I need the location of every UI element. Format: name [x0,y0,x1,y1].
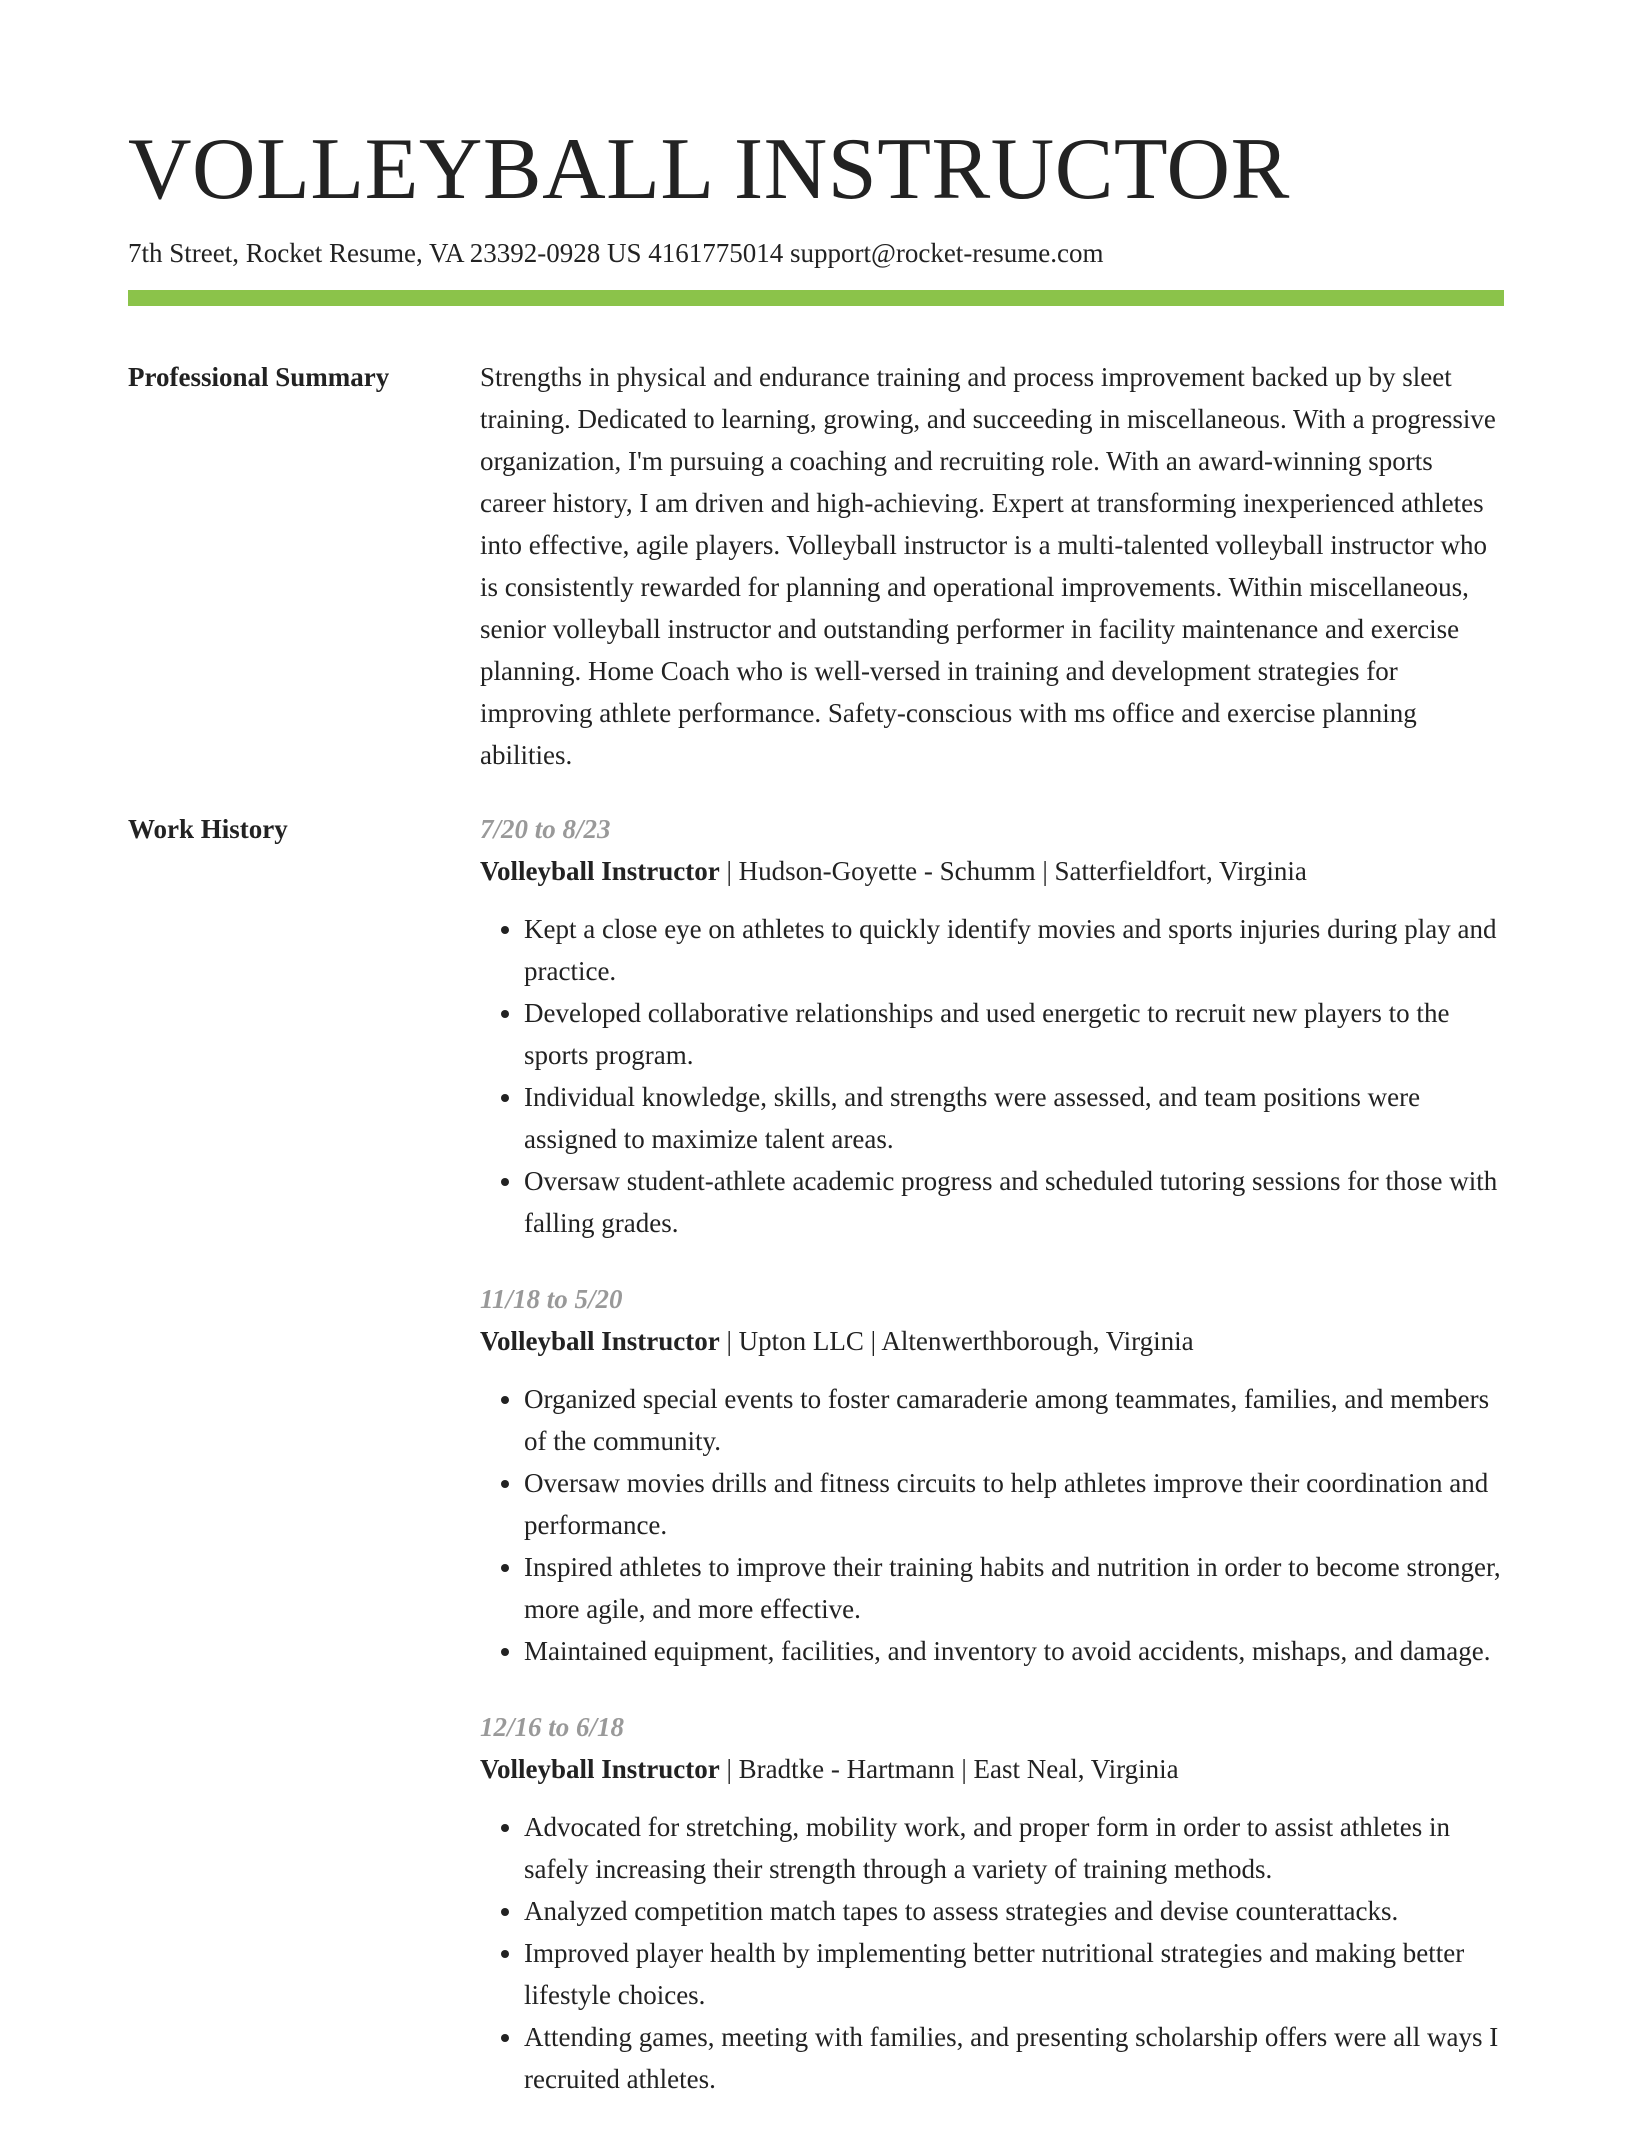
job-bullet: • Organized special events to foster camaraderie among teammates, families, and members of the community. [524,1378,1504,1462]
job-entry [480,1706,1504,2100]
job-heading [480,1320,1504,1362]
job-dates: 12/16 to 6/18 [480,1712,625,1742]
job-bullet: • Inspired athletes to improve their training habits and nutrition in order to become stronger, more agile, and more effective. [524,1546,1504,1630]
section-label-work-history: Work History [128,814,288,844]
job-bullet: • Oversaw student-athlete academic progress and scheduled tutoring sessions for those with falling grades. [524,1160,1504,1244]
job-title: Volleyball Instructor [480,1326,720,1356]
professional-summary-section [128,356,1504,776]
job-bullet: • Improved player health by implementing better nutritional strategies and making better lifestyle choices. [524,1932,1504,2016]
job-heading [480,850,1504,892]
job-bullet: • Maintained equipment, facilities, and inventory to avoid accidents, mishaps, and damage. [524,1630,1504,1672]
job-bullet: • Attending games, meeting with families, and presenting scholarship offers were all ways I recruited athletes. [524,2016,1504,2100]
job-bullet: • Kept a close eye on athletes to quickly identify movies and sports injuries during play and practice. [524,908,1504,992]
job-bullet-list [480,1378,1504,1672]
job-bullet: • Individual knowledge, skills, and strengths were assessed, and team positions were assigned to maximize talent areas. [524,1076,1504,1160]
work-history-section [128,808,1504,2134]
job-title: Volleyball Instructor [480,856,720,886]
job-entry [480,1278,1504,1672]
section-label-summary: Professional Summary [128,362,390,392]
summary-text: Strengths in physical and endurance training and process improvement backed up by sleet training. Dedicated to learning, growing, and succeeding in miscellaneous. With a progressive organization, I'm pursuing a coaching and recruiting role. With an award-winning sports career history, I am driven and high-achieving. Expert at transforming inexperienced athletes into effective, agile players. Volleyball instructor is a multi-talented volleyball instructor who is consistently rewarded for planning and operational improvements. Within miscellaneous, senior volleyball instructor and outstanding performer in facility maintenance and exercise planning. Home Coach who is well-versed in training and development strategies for improving athlete performance. Safety-conscious with ms office and exercise planning abilities. [480,362,1496,770]
job-heading [480,1748,1504,1790]
job-bullet: • Developed collaborative relationships and used energetic to recruit new players to the sports program. [524,992,1504,1076]
resume-title: VOLLEYBALL INSTRUCTOR [128,121,1290,218]
job-bullet: • Advocated for stretching, mobility work, and proper form in order to assist athletes in safely increasing their strength through a variety of training methods. [524,1806,1504,1890]
accent-divider [128,290,1504,306]
job-dates: 7/20 to 8/23 [480,814,611,844]
job-bullet: • Analyzed competition match tapes to assess strategies and devise counterattacks. [524,1890,1504,1932]
work-history-body [480,808,1504,2134]
summary-body [480,356,1504,776]
job-bullet: • Oversaw movies drills and fitness circuits to help athletes improve their coordination and performance. [524,1462,1504,1546]
resume-page [128,0,1504,2134]
job-bullet-list [480,908,1504,1244]
job-details: | Bradtke - Hartmann | East Neal, Virginia [719,1754,1179,1784]
job-dates: 11/18 to 5/20 [480,1284,623,1314]
job-title: Volleyball Instructor [480,1754,720,1784]
job-details: | Hudson-Goyette - Schumm | Satterfieldfort, Virginia [719,856,1307,886]
job-bullet-list [480,1806,1504,2100]
contact-line: 7th Street, Rocket Resume, VA 23392-0928 US 4161775014 support@rocket-resume.com [128,238,1104,268]
job-entry [480,808,1504,1244]
job-details: | Upton LLC | Altenwerthborough, Virginia [719,1326,1194,1356]
